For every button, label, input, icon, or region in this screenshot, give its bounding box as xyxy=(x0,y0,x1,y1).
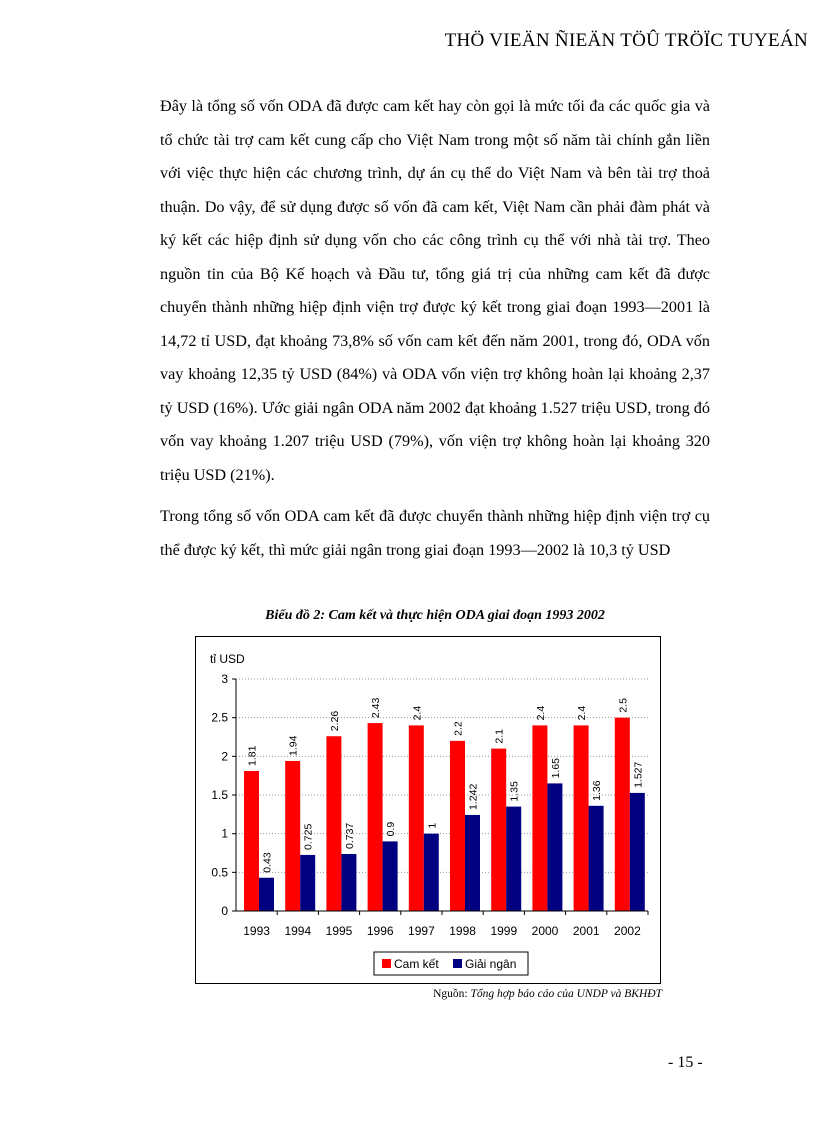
legend-swatch xyxy=(453,959,462,968)
source-prefix: Nguồn: xyxy=(433,988,471,1000)
legend-label: Cam kết xyxy=(394,957,439,971)
bar-cam-ket xyxy=(450,741,465,911)
chart-frame xyxy=(195,636,661,984)
data-label: 1.94 xyxy=(287,735,300,756)
source-text: Tổng hợp báo cáo của UNDP và BKHĐT xyxy=(470,988,662,1000)
data-label: 0.725 xyxy=(302,823,315,850)
y-axis-label: tỉ USD xyxy=(210,652,245,666)
data-label: 2.5 xyxy=(617,698,630,713)
x-tick-label: 1996 xyxy=(366,924,394,938)
x-tick-label: 1994 xyxy=(284,924,312,938)
bar-cam-ket xyxy=(409,725,424,911)
data-label: 2.4 xyxy=(411,705,424,721)
bar-cam-ket xyxy=(532,725,547,911)
bar-cam-ket xyxy=(244,771,259,911)
data-label: 2.1 xyxy=(493,728,506,744)
x-tick-label: 1998 xyxy=(449,924,476,938)
header-title: THÖ VIEÄN ÑIEÄN TÖÛ TRÖÏC TUYEÁN xyxy=(444,30,808,51)
data-label: 1.36 xyxy=(591,780,604,801)
data-label: 0.737 xyxy=(343,822,356,850)
data-label: 1.81 xyxy=(246,745,259,767)
bar-cam-ket xyxy=(574,725,589,911)
bar-giai-ngan xyxy=(465,815,480,911)
legend-swatch xyxy=(382,959,391,968)
oda-bar-chart xyxy=(196,637,662,985)
bar-cam-ket xyxy=(615,718,630,911)
x-tick-label: 1993 xyxy=(243,924,270,938)
bar-cam-ket xyxy=(326,736,341,911)
x-tick-label: 1995 xyxy=(325,924,353,938)
paragraph-1: Đây là tổng số vốn ODA đã được cam kết hay còn gọi là mức tối đa các quốc gia và tổ chức tài trợ cam kết cung cấp cho Việt Nam trong một số năm tài chính gắn liền với việc thực hiện các chương trình, dự án cụ thể do Việt Nam và bên tài trợ thoả thuận. Do vậy, để sử dụng được số vốn đã cam kết, Việt Nam cần phải đàm phát và ký kết các hiệp định sử dụng vốn cho các công trình cụ thể với nhà tài trợ. Theo nguồn tin của Bộ Kế hoạch và Đầu tư, tổng giá trị của những cam kết đã được chuyển thành những hiệp định viện trợ được ký kết trong giai đoạn 1993—2001 là 14,72 tỉ USD, đạt khoảng 73,8% số vốn cam kết đến năm 2001, trong đó, ODA vốn vay khoảng 12,35 tỷ USD (84%) và ODA vốn viện trợ không hoàn lại khoảng 2,37 tỷ USD (16%). Ước giải ngân ODA năm 2002 đạt khoảng 1.527 triệu USD, trong đó vốn vay khoảng 1.207 triệu USD (79%), vốn viện trợ không hoàn lại khoảng 320 triệu USD (21%). xyxy=(160,97,710,484)
y-tick-label: 0 xyxy=(221,904,228,918)
data-label: 1.65 xyxy=(549,757,562,779)
data-label: 2.4 xyxy=(576,705,589,721)
y-tick-label: 2 xyxy=(221,749,228,764)
y-tick-label: 3 xyxy=(221,672,228,686)
figure-source xyxy=(160,988,662,1000)
page-number: - 15 - xyxy=(668,1054,703,1071)
bar-giai-ngan xyxy=(341,854,356,911)
data-label: 2.2 xyxy=(452,721,465,736)
bar-giai-ngan xyxy=(547,783,562,911)
bar-giai-ngan xyxy=(424,834,439,911)
bar-cam-ket xyxy=(368,723,383,911)
x-tick-label: 2001 xyxy=(572,924,600,938)
body-text xyxy=(160,90,710,575)
x-tick-label: 1997 xyxy=(408,924,435,938)
legend-label: Giải ngân xyxy=(465,957,517,971)
data-label: 1 xyxy=(426,822,439,829)
y-tick-label: 0.5 xyxy=(211,865,228,880)
data-label: 0.9 xyxy=(385,821,398,837)
x-tick-label: 2002 xyxy=(614,924,641,938)
y-tick-label: 2.5 xyxy=(211,710,228,725)
data-label: 2.4 xyxy=(534,705,547,721)
data-label: 2.26 xyxy=(328,710,341,732)
data-label: 2.43 xyxy=(370,697,383,719)
y-tick-label: 1 xyxy=(221,826,228,841)
bar-cam-ket xyxy=(285,761,300,911)
x-tick-label: 2000 xyxy=(531,924,559,938)
bar-giai-ngan xyxy=(259,878,274,911)
data-label: 1.527 xyxy=(632,761,645,788)
data-label: 1.242 xyxy=(467,783,480,810)
paragraph-2: Trong tổng số vốn ODA cam kết đã được chuyển thành những hiệp định viện trợ cụ thể được ký kết, thì mức giải ngân trong giai đoạn 1993—2002 là 10,3 tỷ USD xyxy=(160,507,710,559)
figure-caption: Biểu đồ 2: Cam kết và thực hiện ODA giai đoạn 1993 2002 xyxy=(265,608,605,623)
bar-giai-ngan xyxy=(589,806,604,911)
bar-giai-ngan xyxy=(630,793,645,911)
bar-giai-ngan xyxy=(383,841,398,911)
data-label: 0.43 xyxy=(261,852,274,873)
bar-cam-ket xyxy=(491,749,506,911)
x-tick-label: 1999 xyxy=(490,924,518,938)
data-label: 1.35 xyxy=(508,781,521,802)
bar-giai-ngan xyxy=(300,855,315,911)
bar-giai-ngan xyxy=(506,807,521,911)
y-tick-label: 1.5 xyxy=(211,788,228,802)
